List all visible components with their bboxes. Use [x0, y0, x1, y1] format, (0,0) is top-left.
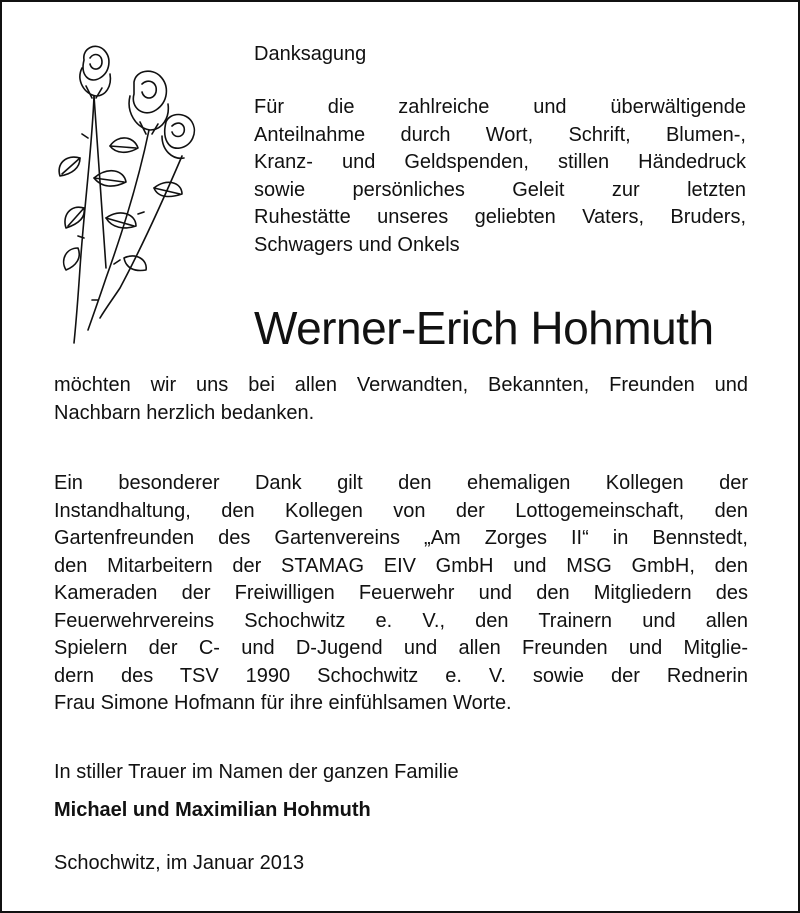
- special-line: Frau Simone Hofmann für ihre einfühlsamen Worte.: [54, 692, 512, 714]
- intro-line: sowie persönliches Geleit zur letzten: [254, 178, 746, 201]
- intro-line: Ruhestätte unseres geliebten Vaters, Bruders,: [254, 206, 746, 228]
- special-line: Gartenfreunden des Gartenvereins „Am Zorges II“ in Bennstedt,: [54, 527, 748, 549]
- special-thanks-paragraph: [54, 470, 748, 718]
- thanks-paragraph: [54, 372, 748, 427]
- thanks-line: möchten wir uns bei allen Verwandten, Bekannten, Freunden und: [54, 374, 748, 396]
- special-line: Kameraden der Freiwilligen Feuerwehr und den Mitgliedern des: [54, 582, 748, 604]
- intro-line: Kranz- und Geldspenden, stillen Händedruck: [254, 151, 746, 173]
- intro-line: Für die zahlreiche und überwältigende: [254, 96, 746, 118]
- special-line: Spielern der C- und D-Jugend und allen Freunden und Mitglie-: [54, 637, 748, 659]
- intro-line: Schwagers und Onkels: [254, 233, 460, 256]
- special-line: Ein besonderer Dank gilt den ehemaligen Kollegen der: [54, 472, 748, 494]
- intro-paragraph: [254, 94, 746, 259]
- intro-line: Anteilnahme durch Wort, Schrift, Blumen-,: [254, 123, 746, 146]
- special-line: dern des TSV 1990 Schochwitz e. V. sowie der Rednerin: [54, 664, 748, 687]
- signers: Michael und Maximilian Hohmuth: [54, 799, 371, 821]
- special-line: Instandhaltung, den Kollegen von der Lottogemeinschaft, den: [54, 499, 748, 522]
- special-line: den Mitarbeitern der STAMAG EIV GmbH und MSG GmbH, den: [54, 554, 748, 577]
- special-line: Feuerwehrvereins Schochwitz e. V., den Trainern und allen: [54, 609, 748, 632]
- place-date: Schochwitz, im Januar 2013: [54, 852, 305, 874]
- roses-drawing-icon: [54, 38, 204, 350]
- deceased-name: Werner-Erich Hohmuth: [254, 302, 714, 354]
- notice-heading: Danksagung: [254, 43, 367, 65]
- mourning-line: In stiller Trauer im Namen der ganzen Familie: [54, 761, 459, 783]
- thanks-line: Nachbarn herzlich bedanken.: [54, 401, 315, 424]
